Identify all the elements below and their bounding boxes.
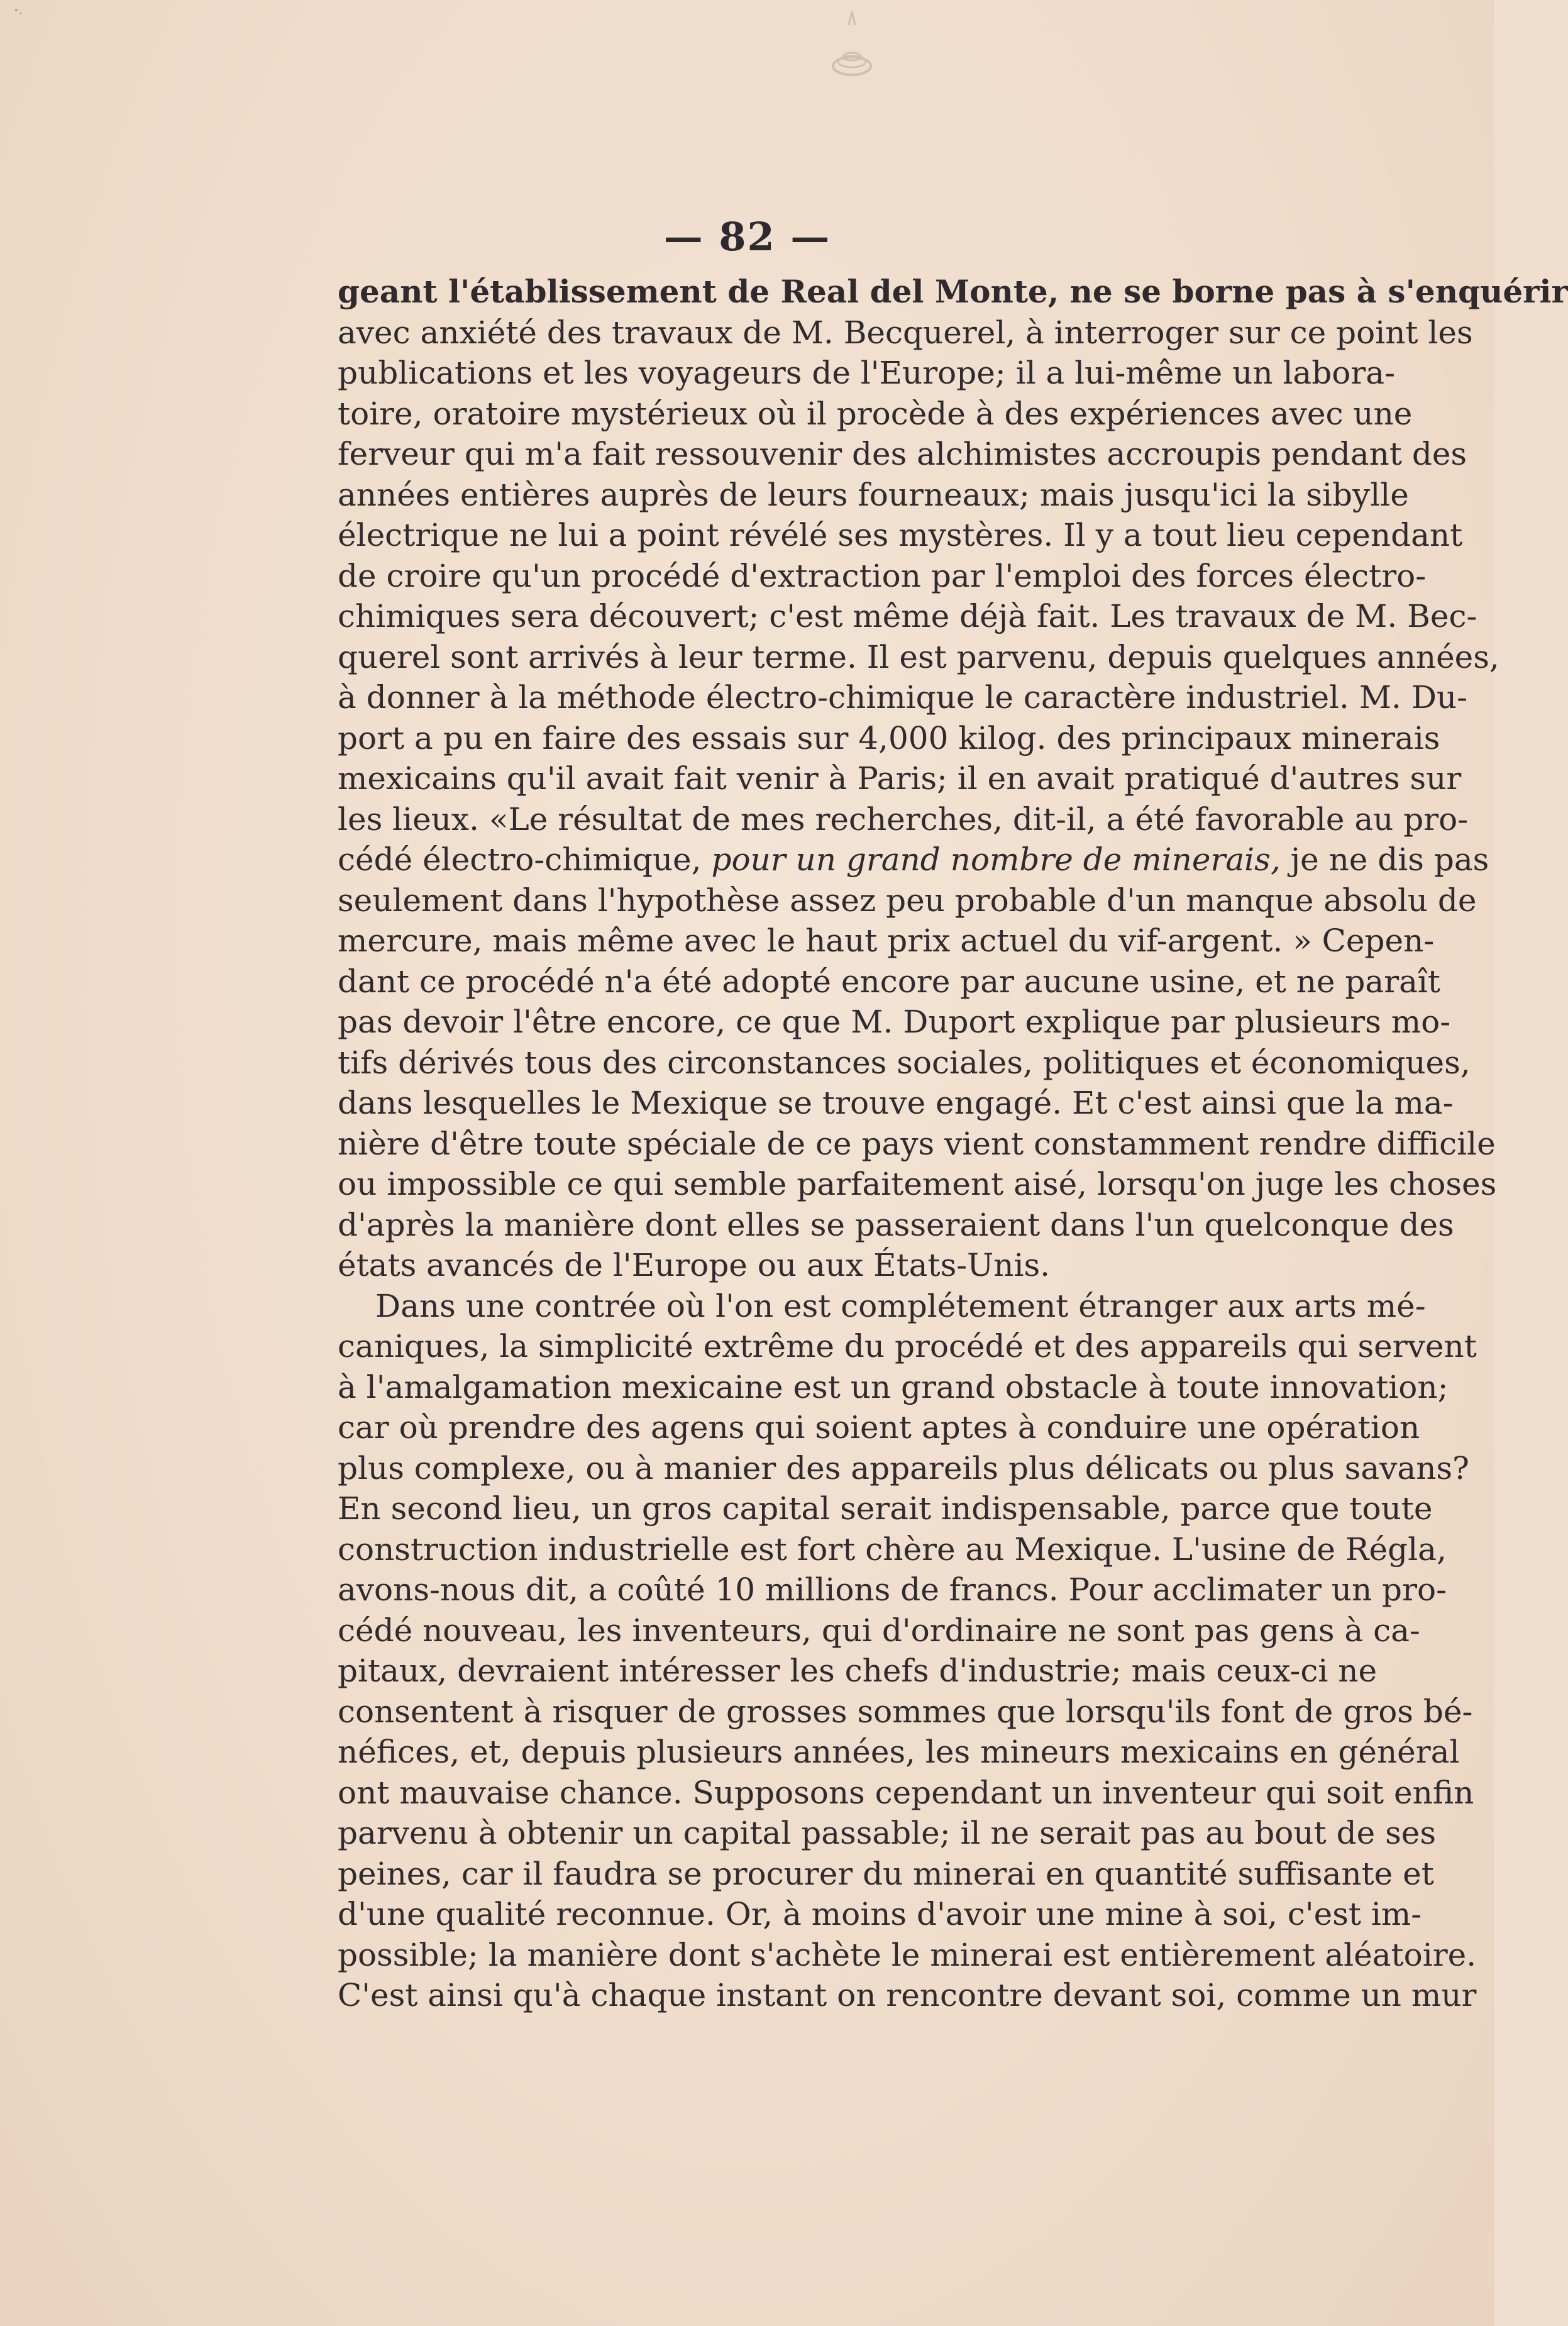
text-line: mercure, mais même avec le haut prix actuel du vif-argent. » Cepen-	[338, 922, 1435, 959]
text-line: Dans une contrée où l'on est complétement étranger aux arts mé-	[375, 1287, 1426, 1324]
text-line: port a pu en faire des essais sur 4,000 kilog. des principaux minerais	[338, 719, 1440, 756]
text-line: années entières auprès de leurs fourneaux; mais jusqu'ici la sibylle	[338, 476, 1409, 513]
paragraph-2	[338, 1286, 1477, 2016]
italic-phrase: pour un grand nombre de minerais,	[711, 841, 1281, 878]
text-line: chimiques sera découvert; c'est même déjà fait. Les travaux de M. Bec-	[338, 598, 1477, 634]
text-line: d'après la manière dont elles se passeraient dans l'un quelconque des	[338, 1206, 1454, 1243]
page-number: — 82 —	[663, 214, 831, 260]
text-line: possible; la manière dont s'achète le minerai est entièrement aléatoire.	[338, 1936, 1477, 1973]
text-line: parvenu à obtenir un capital passable; il ne serait pas au bout de ses	[338, 1815, 1436, 1851]
text-line: En second lieu, un gros capital serait indispensable, parce que toute	[338, 1490, 1433, 1527]
text-line: toire, oratoire mystérieux où il procède à des expériences avec une	[338, 395, 1413, 432]
text-line: pas devoir l'être encore, ce que M. Duport explique par plusieurs mo-	[338, 1004, 1451, 1040]
text-line: consentent à risquer de grosses sommes que lorsqu'ils font de gros bé-	[338, 1693, 1473, 1730]
text-line: car où prendre des agens qui soient aptes à conduire une opération	[338, 1409, 1420, 1446]
faint-ornament-mark	[830, 6, 874, 82]
text-line: d'une qualité reconnue. Or, à moins d'avoir une mine à soi, c'est im-	[338, 1896, 1422, 1932]
text-line: à l'amalgamation mexicaine est un grand obstacle à toute innovation;	[338, 1368, 1449, 1405]
text-line: pitaux, devraient intéresser les chefs d'industrie; mais ceux-ci ne	[338, 1653, 1378, 1689]
text-line: seulement dans l'hypothèse assez peu probable d'un manque absolu de	[338, 882, 1477, 919]
text-line: avec anxiété des travaux de M. Becquerel, à interroger sur ce point les	[338, 314, 1473, 351]
text-line: dans lesquelles le Mexique se trouve engagé. Et c'est ainsi que la ma-	[338, 1085, 1454, 1121]
text-line: publications et les voyageurs de l'Europe; il a lui-même un labora-	[338, 355, 1395, 391]
text-line: avons-nous dit, a coûté 10 millions de francs. Pour acclimater un pro-	[338, 1571, 1447, 1608]
text-line: mexicains qu'il avait fait venir à Paris; il en avait pratiqué d'autres sur	[338, 760, 1462, 797]
text-fragment: cédé électro-chimique,	[338, 841, 712, 878]
paragraph-1-continued	[338, 880, 1497, 1286]
text-line: dant ce procédé n'a été adopté encore par aucune usine, et ne paraît	[338, 963, 1441, 1000]
text-line: tifs dérivés tous des circonstances sociales, politiques et économiques,	[338, 1044, 1471, 1081]
text-line: geant l'établissement de Real del Monte, ne se borne pas à s'enquérir	[338, 273, 1568, 310]
body-text	[338, 272, 1568, 2016]
paragraph-1	[338, 272, 1568, 839]
text-line: ferveur qui m'a fait ressouvenir des alchimistes accroupis pendant des	[338, 436, 1467, 472]
text-line: états avancés de l'Europe ou aux États-Unis.	[338, 1247, 1051, 1283]
text-line: plus complexe, ou à manier des appareils plus délicats ou plus savans?	[338, 1449, 1469, 1487]
text-line: querel sont arrivés à leur terme. Il est parvenu, depuis quelques années,	[338, 638, 1499, 675]
text-line: construction industrielle est fort chère au Mexique. L'usine de Régla,	[338, 1531, 1447, 1568]
text-line: C'est ainsi qu'à chaque instant on rencontre devant soi, comme un mur	[338, 1977, 1477, 2013]
text-line: électrique ne lui a point révélé ses mystères. Il y a tout lieu cependant	[338, 517, 1463, 553]
text-line: ont mauvaise chance. Supposons cependant un inventeur qui soit enfin	[338, 1774, 1474, 1811]
text-line: caniques, la simplicité extrême du procédé et des appareils qui servent	[338, 1328, 1477, 1365]
text-line: néfices, et, depuis plusieurs années, les mineurs mexicains en général	[338, 1734, 1460, 1770]
text-line: cédé nouveau, les inventeurs, qui d'ordinaire ne sont pas gens à ca-	[338, 1612, 1420, 1649]
text-fragment: je ne dis pas	[1280, 841, 1489, 878]
text-line: peines, car il faudra se procurer du minerai en quantité suffisante et	[338, 1855, 1434, 1892]
text-line: nière d'être toute spéciale de ce pays vient constamment rendre difficile	[338, 1125, 1496, 1162]
text-line-italic	[338, 839, 1489, 880]
text-line: de croire qu'un procédé d'extraction par l'emploi des forces électro-	[338, 557, 1427, 594]
text-line: les lieux. «Le résultat de mes recherches, dit-il, a été favorable au pro-	[338, 800, 1469, 838]
ink-speck-mark	[13, 6, 25, 19]
text-line: à donner à la méthode électro-chimique le caractère industriel. M. Du-	[338, 679, 1467, 716]
text-line: ou impossible ce qui semble parfaitement aisé, lorsqu'on juge les choses	[338, 1166, 1497, 1202]
